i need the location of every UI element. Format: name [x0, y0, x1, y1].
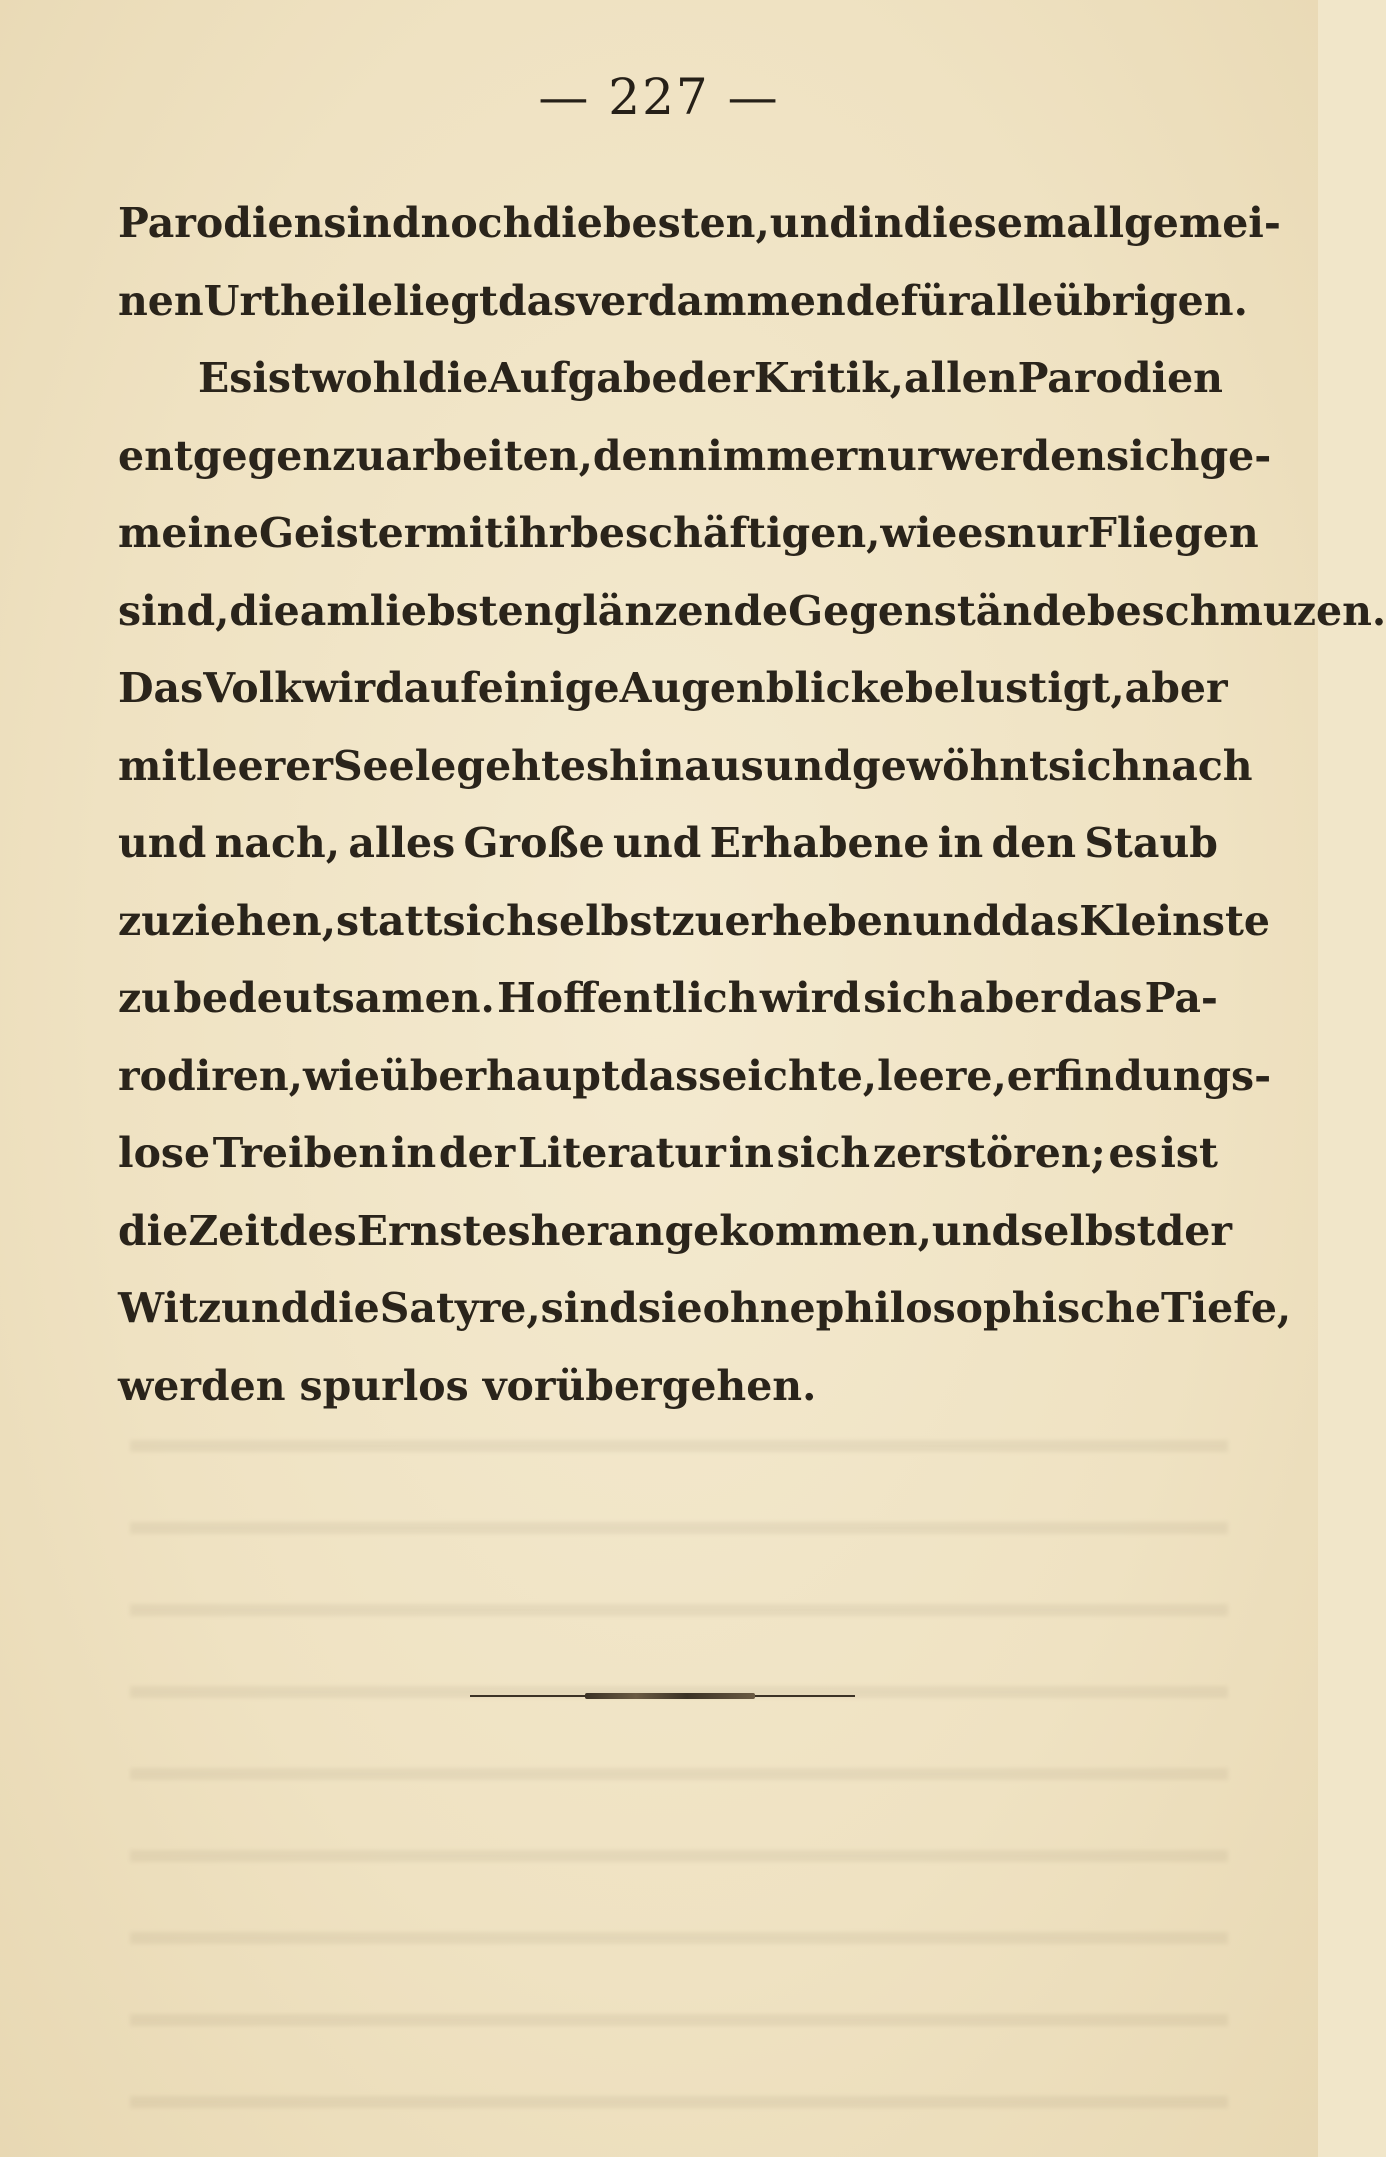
word: Es: [198, 354, 253, 402]
text-line: [118, 1038, 1272, 1116]
word: immer: [707, 431, 858, 480]
word: beschäftigen,: [570, 509, 881, 557]
word: arbeiten,: [385, 431, 593, 480]
word: statt: [336, 896, 443, 945]
word: Fliegen: [1087, 509, 1259, 557]
word: es: [559, 741, 610, 790]
word: Seele: [332, 741, 457, 790]
word: nach,: [214, 819, 341, 867]
word: belustigt,: [905, 664, 1125, 712]
word: aber: [1124, 664, 1228, 712]
text-line: [118, 650, 1228, 728]
word: ge-: [1199, 431, 1272, 480]
word: die: [532, 199, 603, 247]
word: sich: [442, 896, 536, 945]
word: denn: [592, 431, 708, 480]
word: überhaupt: [379, 1051, 620, 1100]
text-line: [118, 1115, 1218, 1193]
word: selbst: [1020, 1206, 1156, 1255]
word: bedeutsamen.: [173, 974, 495, 1022]
word: des: [278, 1206, 357, 1255]
word: liegt: [393, 276, 498, 325]
word: allgemei-: [1066, 199, 1281, 247]
word: Das: [118, 664, 204, 712]
word: rodiren,: [118, 1051, 303, 1100]
word: zu: [118, 974, 172, 1022]
word: es: [1108, 1129, 1158, 1177]
word: der: [438, 1129, 516, 1177]
word: Staub: [1084, 819, 1218, 867]
word: Treiben: [212, 1129, 389, 1177]
text-line: [118, 1348, 1218, 1426]
word: und: [931, 1206, 1021, 1255]
word: einige: [477, 664, 620, 712]
word: seichte,: [698, 1051, 878, 1100]
word: das: [619, 1051, 699, 1100]
word: nach: [1141, 741, 1253, 790]
word: ohne: [702, 1284, 816, 1332]
text-line: [118, 960, 1218, 1038]
word: erheben: [724, 896, 913, 945]
word: allen: [903, 354, 1018, 402]
word: lose: [118, 1129, 211, 1177]
text-line: [118, 805, 1218, 883]
word: erfindungs-: [1006, 1051, 1272, 1100]
word: philosophische: [815, 1284, 1162, 1332]
word: sind: [323, 199, 421, 247]
word: geht: [456, 741, 560, 790]
section-end-rule: [470, 1693, 855, 1699]
word: sich: [863, 974, 957, 1022]
word: es: [957, 509, 1007, 557]
word: in: [390, 1129, 437, 1177]
word: Pa-: [1144, 974, 1218, 1022]
word: und: [221, 1284, 310, 1332]
word: ziehen,: [171, 896, 337, 945]
word: mit: [118, 741, 196, 790]
word: wird: [759, 974, 861, 1022]
word: das: [1064, 974, 1143, 1022]
word: ist: [252, 354, 310, 402]
word: wohl: [309, 354, 418, 402]
word: die: [229, 586, 300, 635]
word: spurlos: [299, 1361, 469, 1410]
word: Parodien: [1017, 354, 1223, 402]
word: Parodien: [118, 199, 324, 247]
word: selbst: [535, 896, 672, 945]
word: auf: [403, 664, 478, 712]
word: Aufgabe: [488, 354, 678, 402]
word: der: [677, 354, 754, 402]
word: wie: [880, 509, 958, 557]
word: verdammende: [576, 276, 901, 325]
word: aber: [958, 974, 1062, 1022]
word: zu: [671, 896, 725, 945]
word: wird: [302, 664, 404, 712]
word: und: [118, 819, 207, 867]
word: vorübergehen.: [482, 1361, 817, 1410]
word: nur: [857, 431, 939, 480]
word: beschmuzen.: [1086, 586, 1386, 635]
word: die: [309, 1284, 380, 1332]
word: sich: [776, 1129, 871, 1177]
word: Ernstes: [356, 1206, 531, 1255]
word: werden: [938, 431, 1107, 480]
word: gewöhnt: [852, 741, 1048, 790]
word: Hoffentlich: [497, 974, 758, 1022]
text-line: [118, 728, 1253, 806]
word: in: [937, 819, 984, 867]
word: Zeit: [188, 1206, 279, 1255]
word: sich: [1106, 431, 1200, 480]
word: zu: [332, 431, 386, 480]
word: in: [858, 199, 904, 247]
bleed-through-texture: [130, 1400, 1228, 2120]
word: Literatur: [517, 1129, 726, 1177]
text-line: [118, 418, 1272, 496]
word: in: [728, 1129, 774, 1177]
word: wie: [302, 1051, 380, 1100]
word: hinaus: [609, 741, 764, 790]
text-line: [118, 573, 1386, 651]
rule-ornament: [585, 1693, 755, 1699]
word: besten,: [602, 199, 770, 247]
text-line: [118, 495, 1259, 573]
text-line: [118, 1270, 1292, 1348]
word: alle: [969, 276, 1054, 325]
word: die: [417, 354, 489, 402]
word: leere,: [877, 1051, 1007, 1100]
word: und: [769, 199, 859, 247]
word: leerer: [195, 741, 333, 790]
word: Kleinste: [1079, 896, 1271, 945]
word: zu: [118, 896, 172, 945]
text-line: [118, 263, 1248, 341]
word: Erhabene: [709, 819, 930, 867]
word: mit: [425, 509, 504, 557]
word: das: [498, 276, 577, 325]
word: glänzende: [553, 586, 789, 635]
text-line: [118, 883, 1271, 961]
word: liebsten: [369, 586, 554, 635]
word: Geister: [258, 509, 426, 557]
text-line: [118, 185, 1281, 263]
word: werden: [118, 1361, 286, 1410]
word: am: [299, 586, 370, 635]
word: Witz: [118, 1284, 222, 1332]
text-line: [118, 340, 1223, 418]
text-line: [118, 1193, 1232, 1271]
word: meine: [118, 509, 259, 557]
word: sind,: [118, 586, 230, 635]
word: nen: [118, 276, 204, 325]
word: sich: [1048, 741, 1142, 790]
word: Satyre,: [379, 1284, 541, 1332]
word: Volk: [203, 664, 303, 712]
word: und: [912, 896, 1001, 945]
word: der: [1155, 1206, 1232, 1255]
word: Kritik,: [753, 354, 904, 402]
word: den: [991, 819, 1077, 867]
word: sie: [637, 1284, 703, 1332]
word: übrigen.: [1053, 276, 1248, 325]
word: ist: [1160, 1129, 1218, 1177]
word: Gegenstände: [788, 586, 1087, 635]
word: zerstören;: [872, 1129, 1106, 1177]
word: Tiefe,: [1161, 1284, 1292, 1332]
word: die: [118, 1206, 189, 1255]
word: diesem: [903, 199, 1067, 247]
word: Augenblicke: [619, 664, 906, 712]
word: ihr: [503, 509, 571, 557]
word: Große: [463, 819, 605, 867]
word: alles: [348, 819, 456, 867]
word: und: [613, 819, 702, 867]
word: das: [1000, 896, 1080, 945]
page-number: — 227 —: [538, 68, 780, 126]
word: Urtheile: [203, 276, 394, 325]
word: sind: [540, 1284, 638, 1332]
word: für: [900, 276, 970, 325]
word: und: [763, 741, 853, 790]
word: herangekommen,: [530, 1206, 932, 1255]
body-text: [118, 185, 1386, 1425]
word: entgegen: [118, 431, 333, 480]
word: nur: [1006, 509, 1088, 557]
word: noch: [420, 199, 533, 247]
